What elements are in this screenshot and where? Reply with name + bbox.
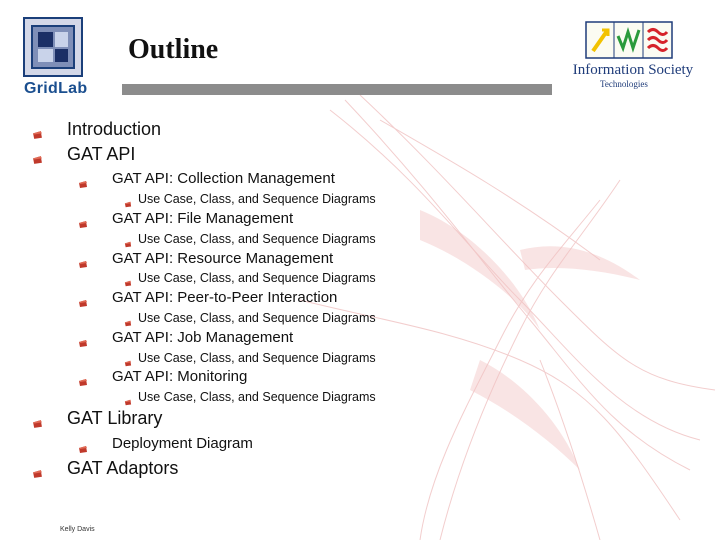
ist-wordmark: Information Society (572, 62, 694, 78)
outline-bullet-icon (78, 295, 88, 304)
outline-item-level-3: Use Case, Class, and Sequence Diagrams (138, 390, 376, 404)
title-underline-bar (122, 84, 552, 95)
outline-bullet-icon (78, 256, 88, 265)
outline-item-level-2: GAT API: Peer-to-Peer Interaction (112, 289, 338, 306)
ist-subtitle: Technologies (600, 79, 648, 89)
outline-item-level-2: GAT API: Job Management (112, 329, 294, 346)
outline-item-level-1: Introduction (67, 119, 162, 139)
outline-item-level-3: Use Case, Class, and Sequence Diagrams (138, 271, 376, 285)
outline-item-level-2: GAT API: File Management (112, 210, 294, 227)
outline-bullet-icon (32, 466, 42, 475)
outline-item-level-3: Use Case, Class, and Sequence Diagrams (138, 232, 376, 246)
outline-item-level-2: GAT API: Collection Management (112, 170, 335, 187)
outline-bullet-icon (78, 335, 88, 344)
outline-item-level-3: Use Case, Class, and Sequence Diagrams (138, 192, 376, 206)
outline-bullet-icon (78, 374, 88, 383)
outline-bullet-icon (78, 176, 88, 185)
gridlab-wordmark: GridLab (24, 80, 88, 97)
outline-item-level-2: GAT API: Monitoring (112, 368, 248, 385)
outline-bullet-icon (32, 152, 42, 161)
outline-bullet-icon (124, 235, 134, 244)
outline-bullet-icon (78, 441, 88, 450)
outline-item-level-1: GAT API (67, 144, 136, 164)
outline-bullet-icon (124, 354, 134, 363)
outline-item-level-3: Use Case, Class, and Sequence Diagrams (138, 351, 376, 365)
outline-item-level-3: Use Case, Class, and Sequence Diagrams (138, 311, 376, 325)
outline-bullet-icon (32, 416, 42, 425)
outline-item-level-1: GAT Adaptors (67, 458, 179, 478)
footer-author: Kelly Davis (60, 526, 95, 533)
outline-bullet-icon (32, 127, 42, 136)
outline-item-level-1: GAT Library (67, 408, 163, 428)
outline-bullet-icon (124, 274, 134, 283)
outline-item-level-2: Deployment Diagram (112, 435, 253, 452)
outline-bullet-icon (124, 393, 134, 402)
outline-item-level-2: GAT API: Resource Management (112, 250, 334, 267)
slide-title: Outline (128, 34, 219, 65)
outline-bullet-icon (124, 195, 134, 204)
outline-bullet-icon (78, 216, 88, 225)
outline-bullet-icon (124, 314, 134, 323)
